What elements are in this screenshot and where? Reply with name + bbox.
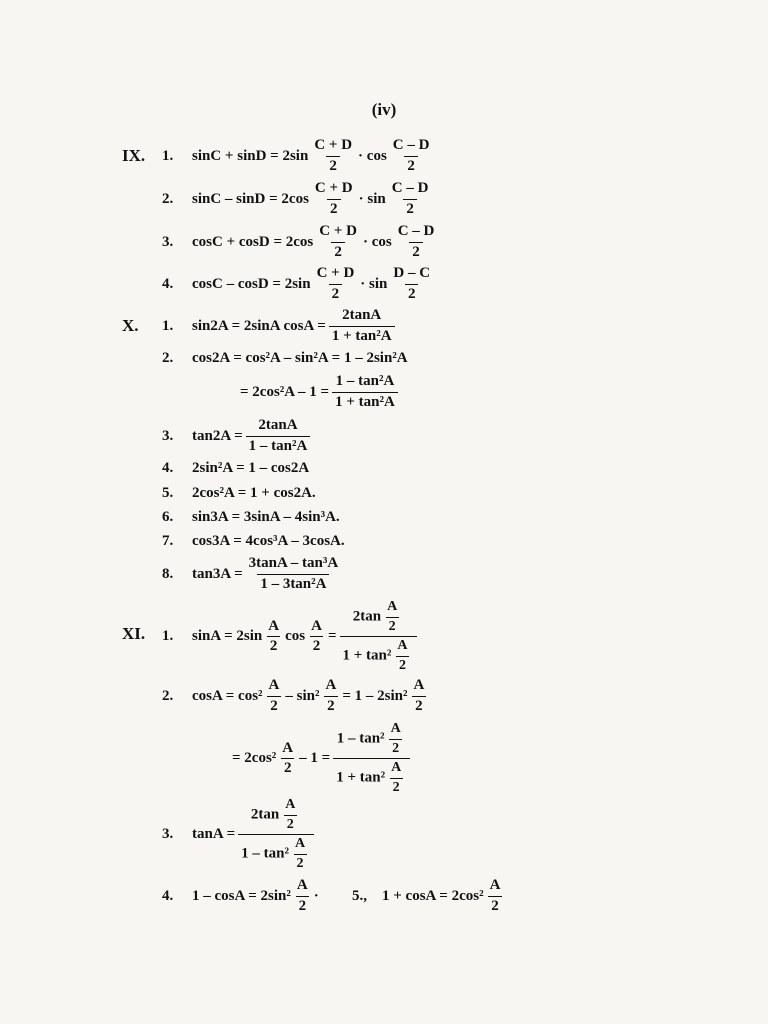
numerator: C + D [316, 265, 355, 281]
formula-tail: · [313, 887, 319, 904]
formula-mid: · cos [362, 233, 392, 250]
numerator: A [296, 877, 308, 893]
fraction [394, 639, 410, 673]
item-number: 4. [162, 275, 174, 292]
formula-lhs: = 2cos²A – 1 = [240, 383, 330, 400]
fraction [308, 619, 325, 656]
numerator: A [268, 617, 280, 634]
denominator: 2 [267, 636, 281, 655]
item-number: 1. [162, 317, 174, 334]
formula-lhs: 1 + cosA = 2cos² [382, 887, 484, 904]
denominator [340, 636, 417, 673]
formula-xi-5 [352, 878, 506, 915]
denominator: 2 [329, 284, 343, 303]
section-label-xi: XI. [122, 624, 146, 643]
denominator: 2 [326, 156, 340, 175]
numerator: A [387, 599, 398, 614]
formula-x-6 [162, 509, 340, 526]
formula-ix-4 [162, 266, 436, 303]
formula-text: 2cos²A = 1 + cos2A. [192, 485, 316, 501]
denominator: 1 + tan²A [329, 326, 395, 345]
formula-text: sin3A = 3sinA – 4sin³A. [192, 509, 340, 525]
formula-mid: · cos [358, 147, 387, 164]
formula-xi-2 [162, 678, 430, 715]
fraction [279, 741, 296, 778]
compound-fraction [238, 798, 314, 872]
item-number: 1. [162, 147, 174, 164]
numerator-text: 1 – tan² [336, 730, 385, 747]
formula-minus-one: – 1 = [299, 750, 331, 767]
compound-fraction [340, 600, 417, 674]
denominator-text: 1 + tan² [336, 770, 386, 786]
numerator: A [311, 617, 322, 634]
fraction [390, 138, 433, 175]
numerator-text: 2tan [352, 608, 382, 625]
denominator: 2 [396, 656, 409, 674]
fraction [395, 224, 438, 261]
item-number: 1. [162, 628, 174, 645]
item-number: 5. [162, 485, 174, 501]
numerator [334, 722, 410, 758]
formula-lhs: cosC + cosD = 2cos [192, 233, 314, 250]
denominator: 2 [284, 815, 297, 833]
formula-x-7 [162, 533, 345, 550]
item-number: 8. [162, 565, 174, 582]
fraction [323, 678, 340, 715]
denominator: 2 [389, 739, 402, 757]
formula-xi-4 [162, 878, 319, 915]
numerator [350, 600, 406, 636]
fraction [384, 600, 400, 634]
fraction [311, 138, 355, 175]
fraction [282, 798, 298, 832]
fraction [389, 181, 432, 218]
fraction [312, 181, 356, 218]
numerator: A [285, 797, 296, 812]
formula-x-1 [162, 308, 398, 345]
denominator: 2 [403, 199, 417, 218]
numerator: A [489, 877, 501, 893]
fraction [388, 722, 404, 756]
denominator: 1 – 3tan²A [257, 574, 329, 593]
page-number: (iv) [371, 100, 397, 119]
item-number: 2. [162, 687, 174, 704]
formula-x-8 [162, 556, 344, 593]
formula-text: 2sin²A = 1 – cos2A [192, 460, 310, 476]
fraction [294, 878, 311, 915]
formula-x-2-cont [240, 374, 401, 411]
item-number: 4. [162, 887, 174, 904]
numerator: C + D [314, 137, 353, 153]
numerator: A [282, 739, 294, 756]
numerator-text: 2tan [250, 806, 280, 823]
denominator: 2 [267, 696, 281, 715]
item-number: 2. [162, 190, 174, 207]
fraction [411, 678, 428, 715]
formula-x-5 [162, 485, 316, 502]
item-number: 6. [162, 509, 174, 525]
fraction [390, 266, 433, 303]
denominator: 2 [310, 636, 324, 655]
denominator: 2 [405, 284, 419, 303]
denominator: 1 – tan²A [246, 436, 311, 455]
formula-lhs: sinC + sinD = 2sin [192, 147, 309, 164]
section-label-ix: IX. [122, 146, 146, 165]
formula-x-3 [162, 418, 313, 455]
formula-mid: · sin [360, 275, 388, 292]
formula-lhs: sin2A = 2sinA cosA = [192, 317, 326, 334]
numerator: A [268, 677, 280, 693]
formula-xi-1 [162, 600, 420, 674]
item-number: 3. [162, 826, 174, 843]
formula-lhs: = 2cos² [232, 750, 277, 767]
numerator [248, 798, 304, 834]
denominator: 2 [324, 696, 338, 715]
formula-text: cos3A = 4cos³A – 3cosA. [192, 533, 345, 549]
formula-ix-3 [162, 224, 440, 261]
formula-lhs: cosA = cos² [192, 687, 263, 704]
denominator-text: 1 – tan² [241, 846, 289, 862]
numerator: A [294, 836, 306, 852]
numerator: A [413, 677, 425, 693]
section-label-x: X. [122, 316, 139, 335]
fraction [388, 761, 404, 795]
formula-eq: = 1 – 2sin² [342, 687, 408, 704]
denominator-text: 1 + tan² [342, 648, 392, 664]
item-number: 4. [162, 460, 174, 476]
fraction [246, 556, 342, 593]
fraction [332, 374, 398, 411]
fraction [314, 266, 358, 303]
formula-lhs: tan2A = [192, 427, 243, 444]
formula-lhs: cosC – cosD = 2sin [192, 275, 311, 292]
formula-lhs: sinA = 2sin [192, 628, 263, 645]
formula-cos: cos [285, 628, 306, 645]
denominator: 2 [386, 617, 399, 635]
item-number: 3. [162, 427, 174, 444]
fraction [487, 878, 504, 915]
item-number: 7. [162, 533, 174, 549]
numerator: C + D [314, 180, 353, 196]
formula-ix-1 [162, 138, 435, 175]
denominator: 2 [412, 696, 426, 715]
denominator: 2 [281, 758, 295, 777]
denominator: 2 [404, 156, 418, 175]
denominator: 1 + tan²A [332, 392, 398, 411]
item-number: 2. [162, 350, 174, 366]
fraction [246, 418, 311, 455]
numerator: C – D [391, 180, 429, 196]
fraction [316, 224, 360, 261]
numerator: 2tanA [342, 307, 382, 323]
fraction [265, 619, 282, 656]
numerator: C – D [397, 223, 435, 239]
fraction [292, 837, 308, 871]
fraction [329, 308, 395, 345]
numerator: A [391, 760, 402, 776]
formula-minus: – sin² [285, 687, 320, 704]
denominator: 2 [294, 854, 307, 872]
denominator [333, 758, 410, 795]
numerator: 3tanA – tan³A [248, 555, 339, 571]
denominator: 2 [327, 199, 341, 218]
formula-ix-2 [162, 181, 434, 218]
denominator [238, 834, 314, 871]
numerator: 2tanA [258, 417, 298, 433]
formula-mid: · sin [358, 190, 386, 207]
fraction [266, 678, 283, 715]
numerator: A [325, 677, 337, 693]
numerator: C – D [392, 137, 430, 153]
numerator: 1 – tan²A [335, 373, 395, 389]
compound-fraction [333, 722, 410, 796]
formula-text: cos2A = cos²A – sin²A = 1 – 2sin²A [192, 350, 408, 366]
numerator: A [390, 721, 401, 736]
denominator: 2 [390, 778, 403, 796]
numerator: A [397, 638, 408, 654]
denominator: 2 [296, 896, 310, 915]
formula-lhs: 1 – cosA = 2sin² [192, 887, 291, 904]
formula-xi-3 [162, 798, 317, 872]
item-number: 5., [352, 887, 367, 904]
formula-xi-2-cont [232, 722, 413, 796]
formula-equals: = [327, 628, 337, 645]
numerator: C + D [319, 223, 357, 239]
formula-x-4 [162, 460, 309, 477]
formula-x-2 [162, 350, 408, 367]
denominator: 2 [409, 242, 423, 261]
denominator: 2 [331, 242, 345, 261]
formula-lhs: tanA = [192, 826, 236, 843]
denominator: 2 [488, 896, 502, 915]
formula-lhs: tan3A = [192, 565, 243, 582]
item-number: 3. [162, 233, 174, 250]
formula-lhs: sinC – sinD = 2cos [192, 190, 309, 207]
numerator: D – C [393, 265, 431, 281]
